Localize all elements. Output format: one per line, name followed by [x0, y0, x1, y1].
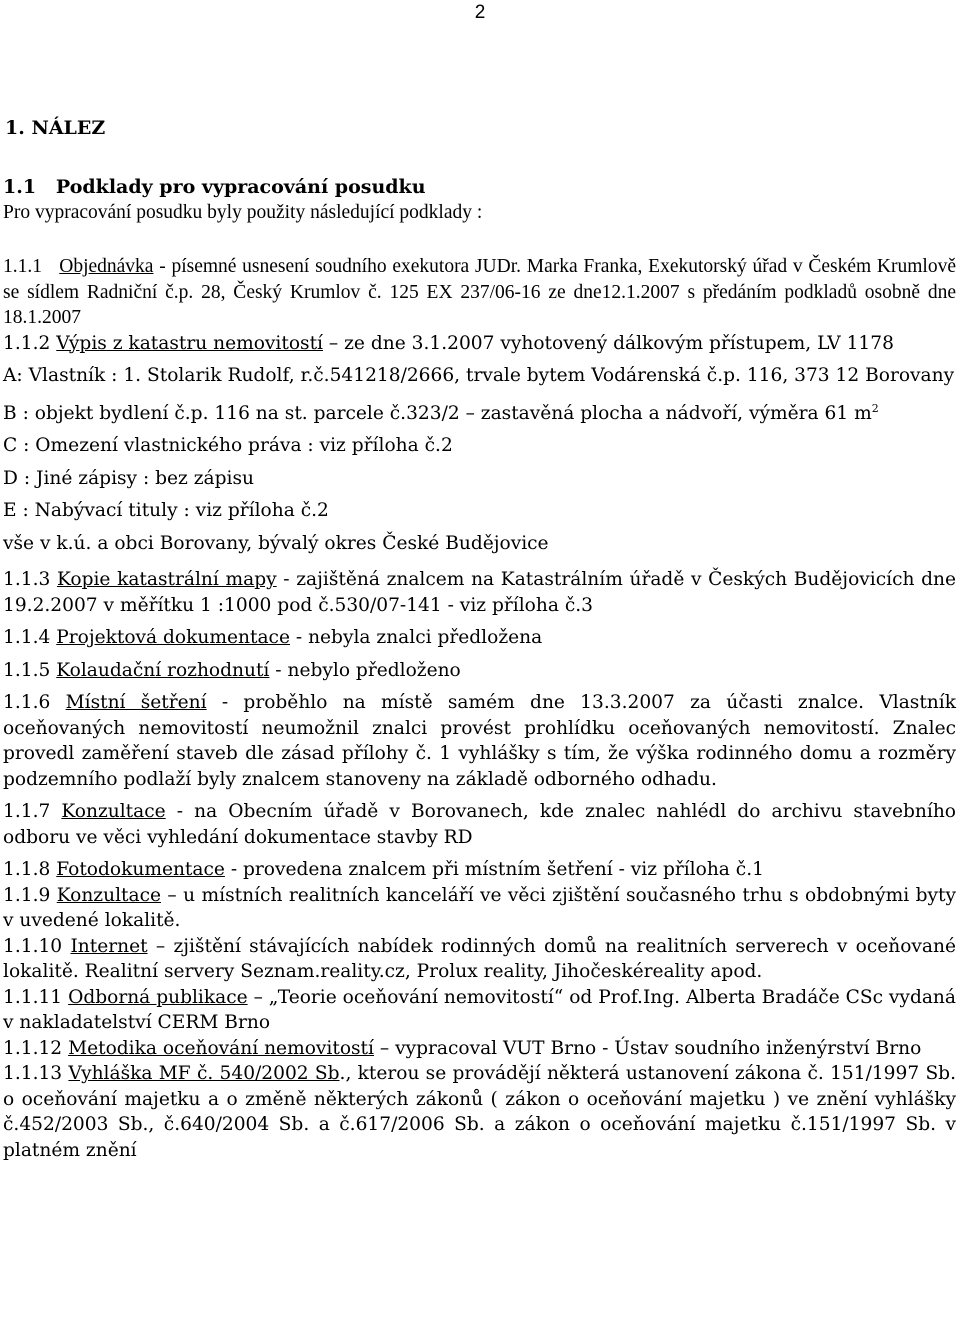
item-text: – u místních realitních kanceláří ve věci zjištění současného trhu s obdobnými byty v uvedené lokalitě. — [3, 884, 956, 932]
item-title: Objednávka — [59, 256, 154, 277]
lv-section-e: E : Nabývací tituly : viz příloha č.2 — [3, 500, 329, 522]
list-item — [3, 883, 956, 934]
item-text: - nebylo předloženo — [269, 659, 461, 681]
lv-section-b — [3, 396, 956, 427]
list-item — [3, 1036, 956, 1062]
item-number: 1.1.6 — [3, 692, 51, 714]
subsection-label: Podklady pro vypracování posudku — [55, 176, 426, 198]
list-item — [3, 658, 956, 684]
item-text: – zjištění stávajících nabídek rodinných domů na realitních serverech v oceňované lokalitě. Realitní servery Seznam.reality.cz, Prolux reality, Jihočeskéreality apod. — [3, 935, 956, 983]
item-title: Místní šetření — [65, 692, 207, 714]
item-title: Fotodokumentace — [56, 859, 225, 881]
list-item — [3, 625, 956, 651]
item-text: - na Obecním úřadě v Borovanech, kde znalec nahlédl do archivu stavebního odboru ve věci vyhledání dokumentace stavby RD — [3, 801, 956, 848]
list-item — [3, 1061, 956, 1163]
superscript: 2 — [871, 401, 879, 415]
item-number: 1.1.7 — [3, 801, 51, 823]
intro-text: Pro vypracování posudku byly použity následující podklady : — [3, 202, 483, 223]
item-title: Internet — [70, 935, 148, 957]
item-number: 1.1.5 — [3, 659, 51, 681]
item-text: – „Teorie oceňování nemovitostí“ od Prof.Ing. Alberta Bradáče CSc vydaná v nakladatelství CERM Brno — [3, 986, 956, 1034]
subsection-number: 1.1 — [3, 176, 37, 198]
lv-location: vše v k.ú. a obci Borovany, bývalý okres České Budějovice — [3, 532, 549, 554]
item-title: Konzultace — [56, 884, 161, 906]
item-title: Kopie katastrální mapy — [56, 569, 277, 591]
item-text: - písemné usnesení soudního exekutora JUDr. Marka Franka, Exekutorský úřad v Českém Krumlově se sídlem Radniční č.p. 28, Český Krumlov č. 125 EX 237/06-16 ze dne12.1.2007 s předáním podkladů osobně dne 18.1.2007 — [3, 256, 956, 328]
item-number: 1.1.12 — [3, 1037, 63, 1059]
item-title: Metodika oceňování nemovitostí — [68, 1037, 374, 1059]
list-item — [3, 934, 956, 985]
list-item — [3, 985, 956, 1036]
list-item — [3, 799, 956, 850]
lv-section-b-text: B : objekt bydlení č.p. 116 na st. parcele č.323/2 – zastavěná plocha a nádvoří, výměra 61 m — [3, 402, 872, 424]
list-item — [3, 857, 956, 883]
item-number: 1.1.2 — [3, 332, 51, 354]
item-number: 1.1.9 — [3, 884, 51, 906]
lv-section-a: A: Vlastník : 1. Stolarik Rudolf, r.č.541218/2666, trvale bytem Vodárenská č.p. 116, 373 12 Borovany — [3, 365, 955, 386]
item-number: 1.1.10 — [3, 935, 63, 957]
lv-section-d: D : Jiné zápisy : bez zápisu — [3, 467, 255, 489]
item-text: - nebyla znalci předložena — [289, 627, 543, 649]
item-number: 1.1.4 — [3, 627, 51, 649]
item-number: 1.1.3 — [3, 569, 51, 591]
item-title: Kolaudační rozhodnutí — [56, 659, 270, 681]
list-item — [3, 254, 956, 331]
item-title: Projektová dokumentace — [56, 627, 290, 649]
item-text: ., kterou se provádějí některá ustanovení zákona č. 151/1997 Sb. o oceňování majetku a o změně některých zákonů ( zákon o oceňování majetku ) ve znění vyhlášky č.452/2003 Sb., č.640/2004 Sb. a č.617/2006 Sb. a zákon o oceňování majetku č.151/1997 Sb. v platném znění — [3, 1063, 956, 1161]
item-title: Vyhláška MF č. 540/2002 Sb — [68, 1063, 340, 1085]
item-title: Konzultace — [61, 801, 166, 823]
subsection-title — [3, 174, 956, 200]
item-number: 1.1.8 — [3, 859, 51, 881]
item-title: Odborná publikace — [68, 986, 248, 1008]
item-text: - proběhlo na místě samém dne 13.3.2007 za účasti znalce. Vlastník oceňovaných nemovitostí neumožnil znalci provést prohlídku oceňovaných nemovitostí. Znalec provedl zaměření staveb dle zásad přílohy č. 1 vyhlášky s tím, že výška rodinného domu a rozměry podzemního podlaží byly znalcem stanoveny na základě odborného odhadu. — [3, 692, 956, 790]
item-number: 1.1.13 — [3, 1063, 63, 1085]
list-item — [3, 331, 956, 357]
item-title: Výpis z katastru nemovitostí — [56, 332, 324, 354]
item-text: - zajištěná znalcem na Katastrálním úřadě v Českých Budějovicích dne 19.2.2007 v měřítku 1 :1000 pod č.530/07-141 - viz příloha č.3 — [3, 569, 957, 616]
lv-section-c: C : Omezení vlastnického práva : viz příloha č.2 — [3, 435, 453, 457]
section-title: 1. NÁLEZ — [5, 117, 106, 139]
list-item — [3, 690, 956, 792]
item-number: 1.1.11 — [3, 986, 63, 1008]
item-number: 1.1.1 — [3, 256, 42, 277]
page-number: 2 — [474, 2, 486, 23]
item-text: – ze dne 3.1.2007 vyhotovený dálkovým přístupem, LV 1178 — [323, 332, 894, 354]
document-body — [3, 114, 956, 1163]
item-text: – vypracoval VUT Brno - Ústav soudního inženýrství Brno — [373, 1037, 922, 1059]
list-item — [3, 567, 956, 618]
item-text: - provedena znalcem při místním šetření - viz příloha č.1 — [224, 859, 764, 881]
